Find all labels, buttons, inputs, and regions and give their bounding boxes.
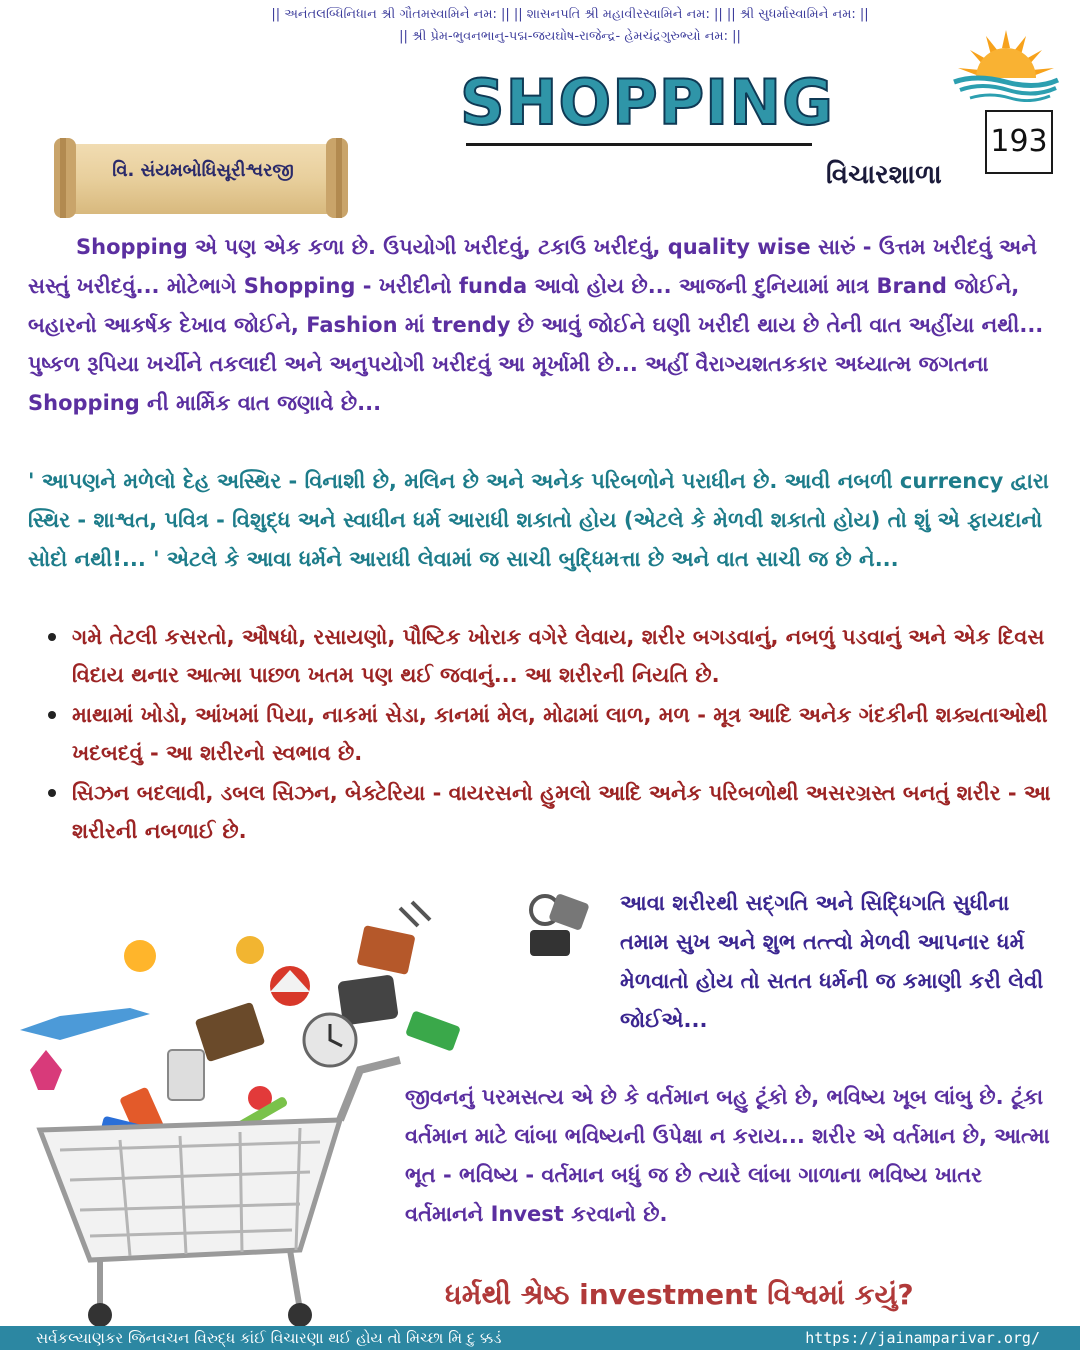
closing-question: ધર્મથી શ્રેષ્ઠ investment વિશ્વમાં કયું?	[445, 1278, 914, 1311]
cart-icon	[40, 1060, 400, 1327]
bullet-dot-icon	[48, 711, 56, 719]
list-item-text: સિઝન બદલાવી, ડબલ સિઝન, બેક્ટેરિયા - વાયરસનો હુમલો આદિ અનેક પરિબળોથી અસરગ્રસ્ત બનતું શરીર - આ શરીરની નબળાઈ છે.	[72, 781, 1051, 843]
conclusion-paragraph: આવા શરીરથી સદ્ગતિ અને સિદ્ધિગતિ સુધીના તમામ સુખ અને શુભ તત્ત્વો મેળવી આપનાર ધર્મ મેળવાતો હોય તો સતત ધર્મની જ કમાણી કરી લેવી જોઈએ...	[620, 891, 1044, 1032]
page-title: SHOPPING	[460, 66, 834, 139]
list-item-text: ગમે તેટલી કસરતો, ઔષધો, રસાયણો, પૌષ્ટિક ખોરાક વગેરે લેવાય, શરીર બગડવાનું, નબળું પડવાનું અને એક દિવસ વિદાય થનાર આત્મા પાછળ ખતમ પણ થઈ જવાનું... આ શરીરની નિયતિ છે.	[72, 625, 1045, 687]
invocation-header	[180, 4, 960, 48]
body-nature-list	[28, 618, 1058, 852]
list-item	[28, 618, 1058, 694]
truth-paragraph: જીવનનું પરમસત્ય એ છે કે વર્તમાન બહુ ટૂંકો છે, ભવિષ્ય ખૂબ લાંબુ છે. ટૂંકા વર્તમાન માટે લાંબા ભવિષ્યની ઉપેક્ષા ન કરાય... શરીર એ વર્તમાન છે, આત્મા ભૂત - ભવિષ્ય - વર્તમાન બધું જ છે ત્યારે લાંબા ગાળાના ભવિષ્ય ખાતર વર્તમાનને Invest કરવાનો છે.	[405, 1085, 1050, 1226]
footer-bar	[0, 1326, 1080, 1350]
page-number-box: 193	[985, 110, 1053, 174]
intro-paragraph: Shopping એ પણ એક કળા છે. ઉપયોગી ખરીદવું, ટકાઉ ખરીદવું, quality wise સારું - ઉત્તમ ખરીદવું અને સસ્તું ખરીદવું... મોટેભાગે Shopping - ખરીદીનો funda આવો હોય છે... આજની દુનિયામાં માત્ર Brand જોઈને, બહારનો આકર્ષક દેખાવ જોઈને, Fashion માં trendy છે આવું જોઈને ઘણી ખરીદી થાય છે તેની વાત અહીંયા નથી... પુષ્કળ રૂપિયા ખર્ચીને તકલાદી અને અનુપયોગી ખરીદવું આ મૂર્ખામી છે... અહીં વૈરાગ્યશતકકાર અધ્યાત્મ જગતના Shopping ની માર્મિક વાત જણાવે છે...	[28, 235, 1044, 415]
footer-website-link[interactable]: https://jainamparivar.org/	[805, 1329, 1040, 1347]
series-name: વિચારશાળા	[826, 160, 942, 190]
list-item	[28, 696, 1058, 772]
sunrise-waves-logo-icon	[946, 22, 1066, 102]
invocation-line-1: || અનંતલબ્ધિનિધાન શ્રી ગૌતમસ્વામિને નમ: || || શાસનપતિ શ્રી મહાવીરસ્વામિને નમ: || || શ્રી સુધર્માસ્વામિને નમ: ||	[271, 7, 869, 22]
author-name: વિ. સંયમબોધિસૂરીશ્વરજી	[112, 160, 294, 181]
footer-apology: સર્વકલ્યાણકર જિનવચન વિરુદ્ધ કાંઈ વિચારણા થઈ હોય તો મિચ્છા મિ દુ ક્કડં	[36, 1329, 502, 1347]
title-underline	[466, 143, 812, 146]
invocation-line-2: || શ્રી પ્રેમ-ભુવનભાનુ-પદ્મ-જયઘોષ-રાજેન્દ્ર- હેમચંદ્રગુરુભ્યો નમ: ||	[399, 29, 741, 44]
quote-paragraph: ' આપણને મળેલો દેહ અસ્થિર - વિનાશી છે, મલિન છે અને અનેક પરિબળોને પરાધીન છે. આવી નબળી currency દ્વારા સ્થિર - શાશ્વત, પવિત્ર - વિશુદ્ધ અને સ્વાધીન ધર્મ આરાધી શકાતો હોય (એટલે કે મેળવી શકાતો હોય) તો શું એ ફાયદાનો સોદો નથી!... ' એટલે કે આવા ધર્મને આરાધી લેવામાં જ સાચી બુદ્ધિમત્તા છે અને વાત સાચી જ છે ને...	[28, 469, 1049, 571]
list-item	[28, 774, 1058, 850]
bullet-dot-icon	[48, 789, 56, 797]
bullet-dot-icon	[48, 633, 56, 641]
list-item-text: માથામાં ખોડો, આંખમાં પિયા, નાકમાં સેડા, કાનમાં મેલ, મોઢામાં લાળ, મળ - મૂત્ર આદિ અનેક ગંદકીની શક્યતાઓથી ખદબદવું - આ શરીરનો સ્વભાવ છે.	[72, 703, 1048, 765]
